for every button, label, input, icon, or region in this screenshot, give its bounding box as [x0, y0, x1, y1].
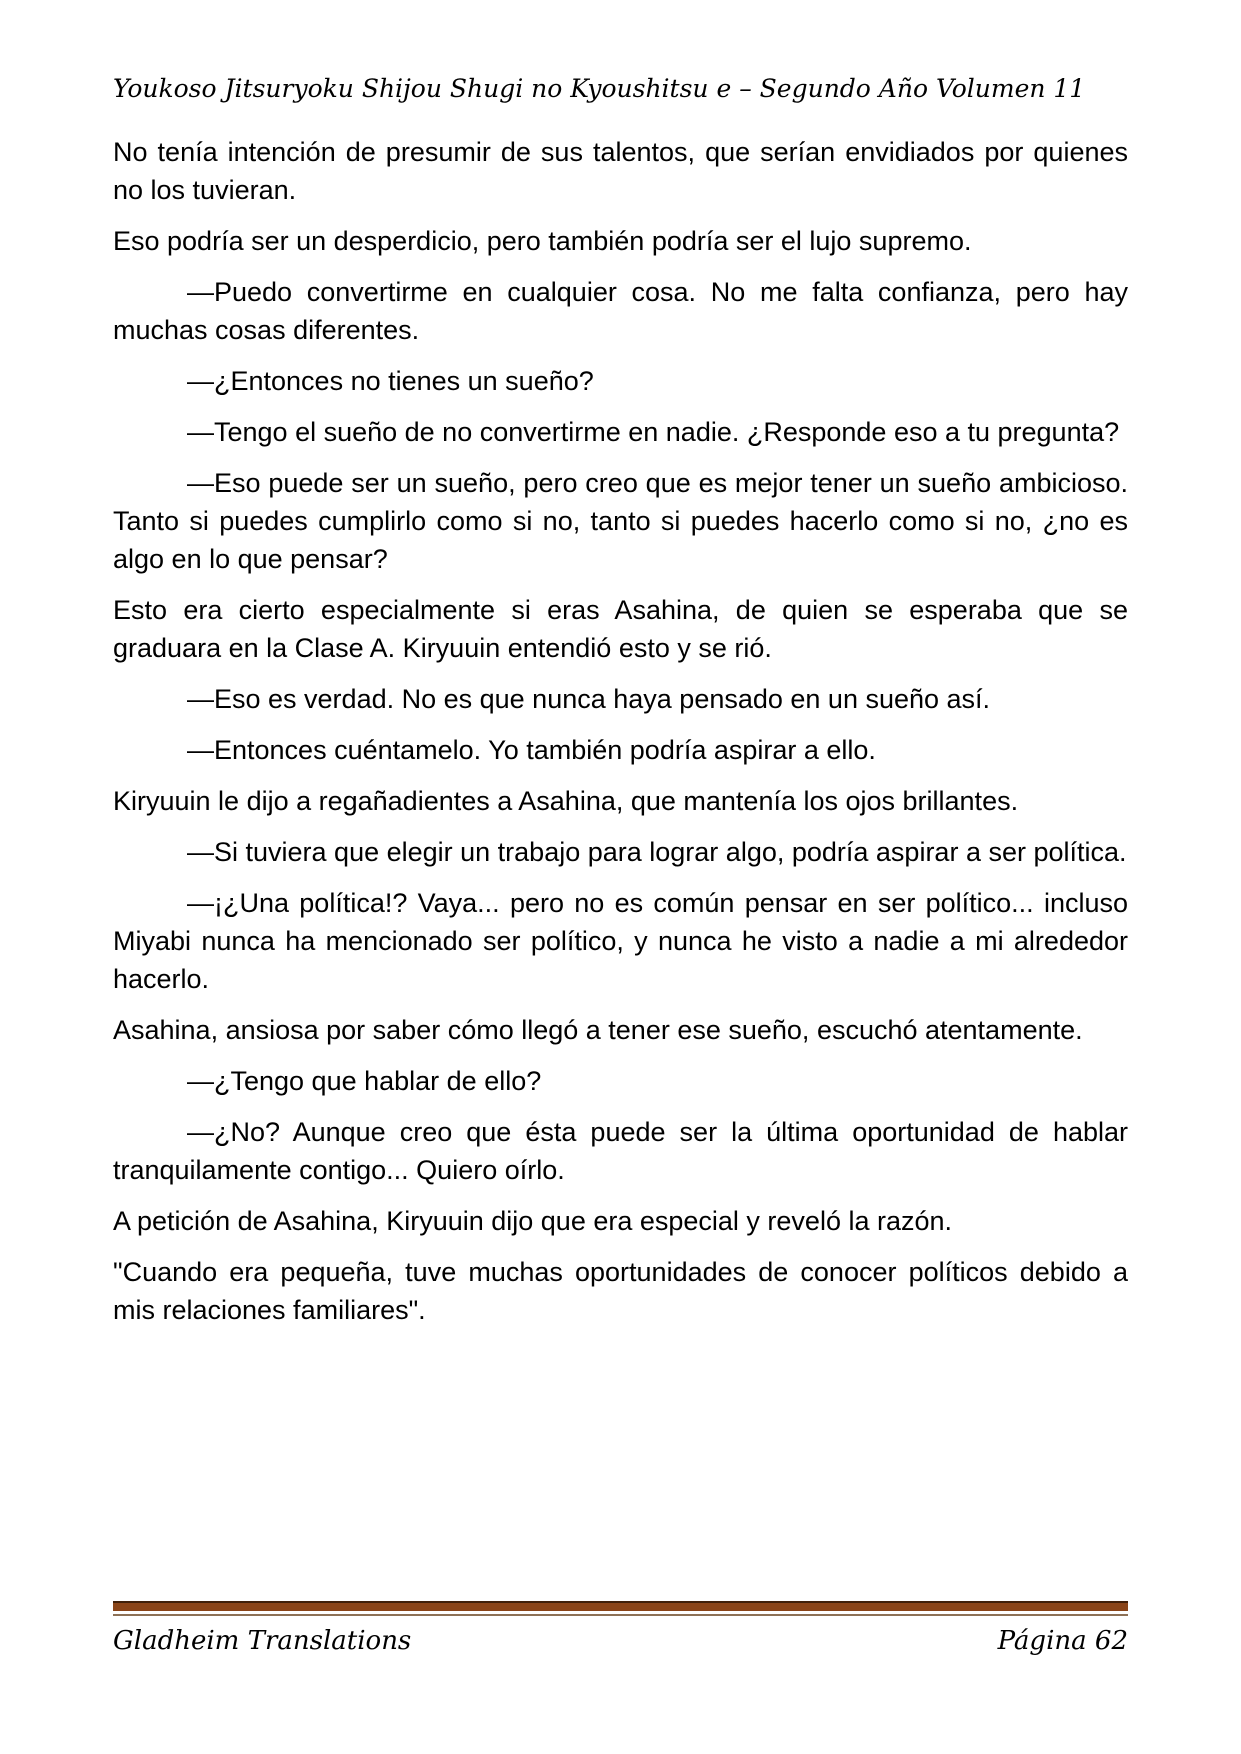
- footer-text-row: [113, 1626, 1128, 1656]
- narration-paragraph: A petición de Asahina, Kiryuuin dijo que era especial y reveló la razón.: [113, 1206, 953, 1236]
- header-title: Youkoso Jitsuryoku Shijou Shugi no Kyoushitsu e – Segundo Año Volumen 11: [113, 74, 1086, 103]
- dialogue-paragraph: —Entonces cuéntamelo. Yo también podría aspirar a ello.: [187, 735, 876, 765]
- page-footer: [113, 1601, 1128, 1656]
- dialogue-paragraph: —¿Tengo que hablar de ello?: [187, 1066, 542, 1096]
- narration-paragraph: Eso podría ser un desperdicio, pero también podría ser el lujo supremo.: [113, 226, 972, 256]
- dialogue-paragraph: —Puedo convertirme en cualquier cosa. No me falta confianza, pero hay muchas cosas diferentes.: [113, 277, 1128, 345]
- narration-paragraph: No tenía intención de presumir de sus talentos, que serían envidiados por quienes no los tuvieran.: [113, 137, 1128, 205]
- narration-paragraph: Esto era cierto especialmente si eras Asahina, de quien se esperaba que se graduara en la Clase A. Kiryuuin entendió esto y se rió.: [113, 595, 1128, 663]
- narration-paragraph: Asahina, ansiosa por saber cómo llegó a tener ese sueño, escuchó atentamente.: [113, 1015, 1083, 1045]
- footer-rule: [113, 1601, 1128, 1616]
- footer-rule-thick-line: [113, 1601, 1128, 1611]
- narration-paragraph: "Cuando era pequeña, tuve muchas oportunidades de conocer políticos debido a mis relaciones familiares".: [113, 1257, 1128, 1325]
- page-body: [113, 133, 1128, 1329]
- dialogue-paragraph: —Eso puede ser un sueño, pero creo que es mejor tener un sueño ambicioso. Tanto si puedes cumplirlo como si no, tanto si puedes hacerlo como si no, ¿no es algo en lo que pensar?: [113, 468, 1128, 574]
- dialogue-paragraph: —¿Entonces no tienes un sueño?: [187, 366, 594, 396]
- narration-paragraph: Kiryuuin le dijo a regañadientes a Asahina, que mantenía los ojos brillantes.: [113, 786, 1019, 816]
- dialogue-paragraph: —¡¿Una política!? Vaya... pero no es común pensar en ser político... incluso Miyabi nunca ha mencionado ser político, y nunca he visto a nadie a mi alrededor hacerlo.: [113, 888, 1128, 994]
- footer-translator: Gladheim Translations: [113, 1626, 412, 1656]
- footer-page-number: Página 62: [997, 1626, 1128, 1656]
- dialogue-paragraph: —¿No? Aunque creo que ésta puede ser la última oportunidad de hablar tranquilamente contigo... Quiero oírlo.: [113, 1117, 1128, 1185]
- page-header: [113, 73, 1128, 105]
- dialogue-paragraph: —Tengo el sueño de no convertirme en nadie. ¿Responde eso a tu pregunta?: [187, 417, 1120, 447]
- dialogue-paragraph: —Eso es verdad. No es que nunca haya pensado en un sueño así.: [187, 684, 991, 714]
- dialogue-paragraph: —Si tuviera que elegir un trabajo para lograr algo, podría aspirar a ser política.: [187, 837, 1127, 867]
- footer-rule-thin-line: [113, 1614, 1128, 1616]
